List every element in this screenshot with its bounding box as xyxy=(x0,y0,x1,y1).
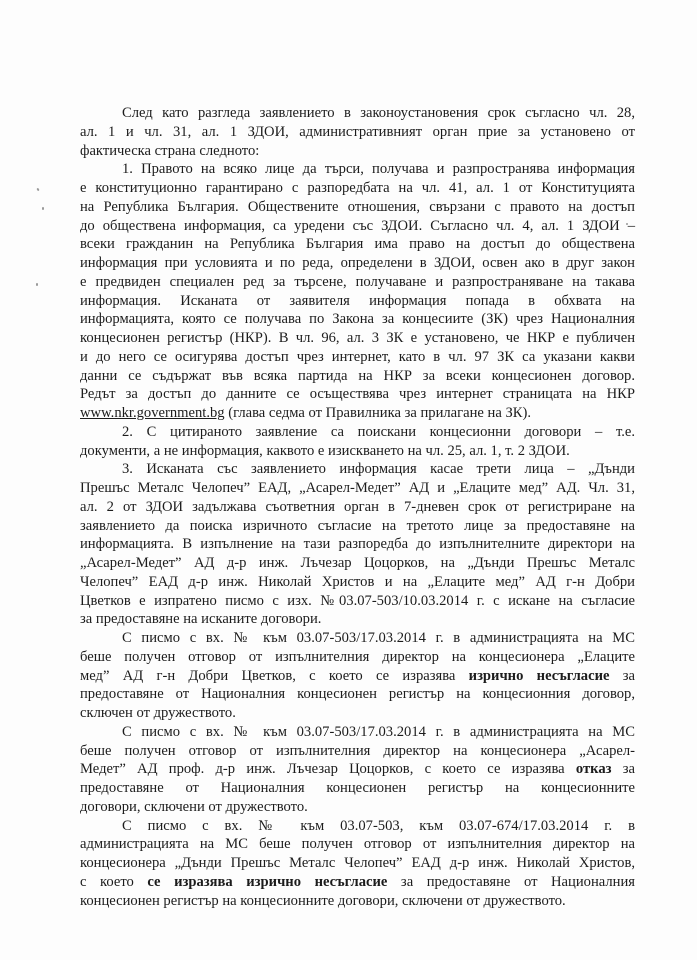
text-line: „Асарел-Медет” АД д-р инж. Лъчезар Цоцорков, на „Дънди Прешъс Металс xyxy=(80,555,635,571)
text-line: ал. 1 и чл. 31, ал. 1 ЗДОИ, административният орган прие за установено от xyxy=(80,123,635,140)
text-line: ал. 2 от ЗДОИ задължава съответния орган в 7-дневен срок от регистриране на xyxy=(80,498,635,515)
text-line: информация. Исканата от заявителя информация попада в обхвата на xyxy=(80,292,635,309)
text-line: 1. Правото на всяко лице да търси, получава и разпространява информация xyxy=(122,161,635,178)
text-fragment: (глава седма от Правилника за прилагане на ЗК). xyxy=(224,405,532,421)
text-fragment: за xyxy=(611,761,635,778)
text-line: Челопеч” ЕАД д-р инж. Николай Христов и на „Елаците мед” АД г-н Добри xyxy=(80,573,635,590)
text-line: Цветков е изпратено писмо с изх. №03.07-503/10.03.2014 г. с искане на съгласие xyxy=(80,592,635,609)
text-line: е конституционно гарантирано с разпоредбата на чл. 41, ал. 1 от Конституцията xyxy=(80,180,635,196)
text-line: концесионен регистър на концесионните договори, сключени от дружеството. xyxy=(80,892,566,909)
text-line: беше получен отговор от изпълнителния директор на концесионера „Асарел- xyxy=(80,742,635,759)
emphasis-text: отказ xyxy=(575,761,612,778)
text-line: сключен от дружеството. xyxy=(80,705,236,721)
text-line: всеки гражданин на Република България има право на достъп до обществена xyxy=(80,236,635,253)
text-line: предоставяне от Националния концесионен регистър на концесионните xyxy=(80,780,635,796)
text-line: 3. Исканата със заявлението информация касае трети лица – „Дънди xyxy=(122,461,635,478)
text-line: беше получен отговор от изпълнителния директор на концесионера „Елаците xyxy=(80,648,635,665)
scan-speck xyxy=(42,207,44,210)
text-line: Прешъс Металс Челопеч” ЕАД, „Асарел-Медет” АД и „Елаците мед” АД. Чл. 31, xyxy=(80,480,635,496)
text-line: С писмо с вх. № към 03.07-503/17.03.2014 г. в администрацията на МС xyxy=(122,630,635,646)
text-line: концесионера „Дънди Прешъс Металс Челопеч” ЕАД д-р инж. Николай Христов, xyxy=(80,855,635,871)
emphasis-text: се изразява изрично несъгласие xyxy=(147,873,388,890)
text-fragment: за xyxy=(609,667,635,684)
text-line: 2. С цитираното заявление са поискани концесионни договори – т.е. xyxy=(122,423,635,440)
text-line xyxy=(80,873,635,892)
text-line xyxy=(80,760,635,779)
text-line: документи, а не информация, каквото е изискването на чл. 25, ал. 1, т. 2 ЗДОИ. xyxy=(80,442,570,459)
document-body xyxy=(80,104,635,910)
text-line xyxy=(80,667,635,686)
text-line: заявлението да поиска изричното съгласие на третото лице за предоставяне на xyxy=(80,517,635,534)
text-fragment: Медет” АД проф. д-р инж. Лъчезар Цоцорков, с което се изразява xyxy=(80,761,576,778)
text-line: фактическа страна следното: xyxy=(80,142,260,159)
text-line xyxy=(80,404,635,423)
text-line: администрацията на МС беше получен отговор от изпълнителния директор на xyxy=(80,836,635,853)
text-line: С писмо с вх. № към 03.07-503/17.03.2014 г. в администрацията на МС xyxy=(122,723,635,740)
text-fragment: мед” АД г-н Добри Цветков, с което се изразява xyxy=(80,667,469,684)
text-fragment: за предоставяне от Националния xyxy=(387,873,635,890)
text-line: предоставяне от Националния концесионен регистър на концесионния договор, xyxy=(80,686,635,703)
text-line: е предвиден специален ред за търсене, получаване и разпространяване на такава xyxy=(80,273,635,290)
text-fragment: с което xyxy=(80,873,148,890)
text-line: за предоставяне на исканите договори. xyxy=(80,611,322,628)
text-line: и до него се осигурява достъп чрез интернет, като в чл. 97 ЗК са указани какви xyxy=(80,348,635,365)
text-line: информация при условията и по реда, определени в ЗДОИ, освен ако в друг закон xyxy=(80,255,635,271)
emphasis-text: изрично несъгласие xyxy=(468,667,610,684)
text-line: С писмо с вх. № към 03.07-503, към 03.07-674/17.03.2014 г. в xyxy=(122,817,635,834)
text-line: След като разгледа заявлението в законоустановения срок съгласно чл. 28, xyxy=(122,105,635,121)
text-line: Редът за достъп до данните се осъществява чрез интернет страницата на НКР xyxy=(80,386,635,403)
text-line: на Република България. Обществените отношения, свързани с правото на достъп xyxy=(80,198,635,215)
text-line: концесионен регистър (НКР). В чл. 96, ал. 3 ЗК е установено, че НКР е публичен xyxy=(80,330,635,346)
nkr-website-link[interactable]: www.nkr.government.bg xyxy=(80,405,225,421)
scan-speck xyxy=(36,283,38,286)
text-line: договори, сключени от дружеството. xyxy=(80,798,308,815)
text-line: данни се съдържат във всяка партида на НКР за всеки концесионен договор. xyxy=(80,367,635,384)
scan-speck xyxy=(36,188,39,192)
text-line: до обществена информация, са уредени със ЗДОИ. Съгласно чл. 4, ал. 1 ЗДОИ – xyxy=(80,217,635,234)
text-line: информацията, която се получава по Закона за концесиите (ЗК) чрез Националния xyxy=(80,311,635,328)
text-line: информацията. В изпълнение на тази разпоредба до изпълнителните директори на xyxy=(80,536,635,553)
